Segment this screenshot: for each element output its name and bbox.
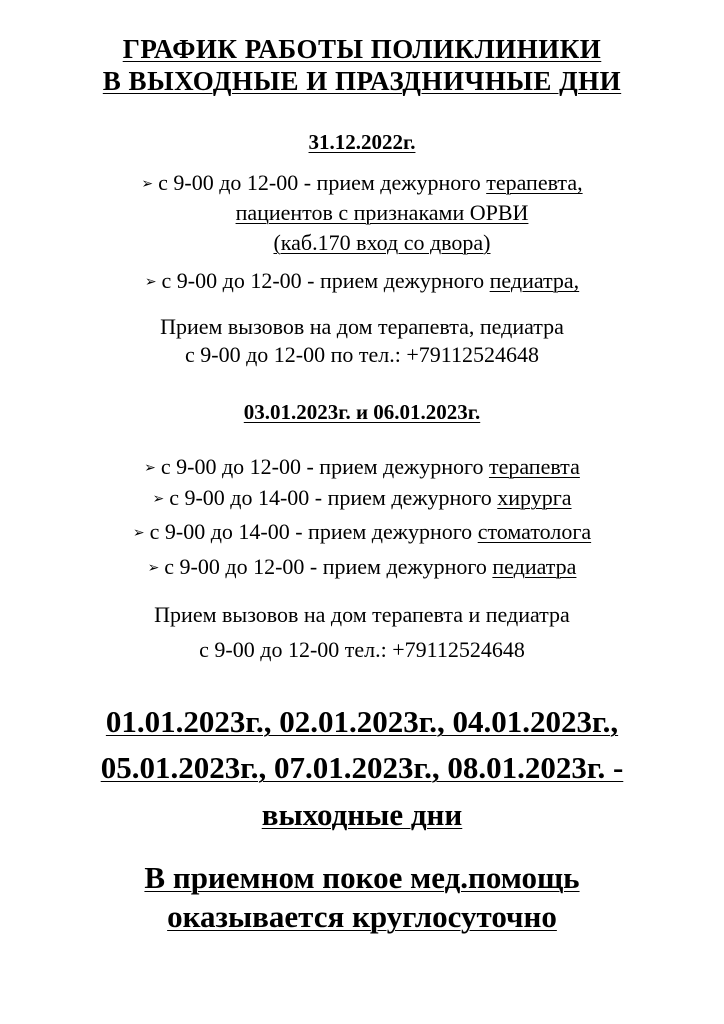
section1-calls-line2: с 9-00 до 12-00 по тел.: +79112524648: [185, 342, 539, 367]
bullet-arrow-icon: ➢: [144, 461, 156, 476]
patients-note: пациентов с признаками ОРВИ: [235, 200, 529, 225]
emergency-line-2: оказывается круглосуточно: [167, 899, 557, 934]
section1-item1-line3: [20, 232, 724, 254]
item-text: с 9-00 до 12-00 - прием дежурного: [164, 554, 493, 579]
bullet-arrow-icon: ➢: [141, 177, 154, 192]
days-off-line-3: выходные дни: [261, 797, 463, 832]
specialist: педиатра: [492, 554, 577, 579]
bullet-arrow-icon: ➢: [132, 526, 145, 541]
specialist: хирурга: [497, 485, 572, 510]
section2-item-dentist: [0, 521, 724, 543]
section1-item2: [0, 270, 724, 292]
bullet-arrow-icon: ➢: [147, 561, 160, 576]
section2-calls-line2: с 9-00 до 12-00 тел.: +79112524648: [199, 637, 525, 662]
section1-item1: [0, 172, 724, 194]
specialist: педиатра,: [489, 268, 580, 293]
section2-date: 03.01.2023г. и 06.01.2023г.: [243, 400, 481, 424]
page-title-line-2: В ВЫХОДНЫЕ И ПРАЗДНИЧНЫЕ ДНИ: [102, 66, 622, 96]
section1-date: 31.12.2022г.: [308, 130, 416, 154]
days-off-line-2: 05.01.2023г., 07.01.2023г., 08.01.2023г. -: [100, 750, 624, 785]
emergency-line-1: В приемном покое мед.помощь: [144, 860, 580, 895]
section2-item-therapist: [0, 456, 724, 478]
bullet-arrow-icon: ➢: [144, 275, 157, 290]
bullet-arrow-icon: ➢: [152, 492, 165, 507]
section1-item1-line2: [20, 202, 724, 224]
section1-calls-line1: Прием вызовов на дом терапевта, педиатра: [160, 314, 564, 339]
specialist: терапевта,: [486, 170, 583, 195]
item-text: с 9-00 до 12-00 - прием дежурного: [158, 170, 487, 195]
page-title-line-1: ГРАФИК РАБОТЫ ПОЛИКЛИНИКИ: [122, 34, 602, 64]
item-text: с 9-00 до 12-00 - прием дежурного: [161, 268, 490, 293]
section2-item-surgeon: [0, 487, 724, 509]
specialist: терапевта: [488, 454, 580, 479]
item-text: с 9-00 до 12-00 - прием дежурного: [160, 454, 489, 479]
item-text: с 9-00 до 14-00 - прием дежурного: [169, 485, 498, 510]
item-text: с 9-00 до 14-00 - прием дежурного: [149, 519, 478, 544]
days-off-line-1: 01.01.2023г., 02.01.2023г., 04.01.2023г.,: [105, 704, 619, 739]
section2-item-pediatrician: [0, 556, 724, 578]
room-note: (каб.170 вход со двора): [273, 230, 491, 255]
section2-calls-line1: Прием вызовов на дом терапевта и педиатра: [154, 602, 570, 627]
specialist: стоматолога: [477, 519, 592, 544]
